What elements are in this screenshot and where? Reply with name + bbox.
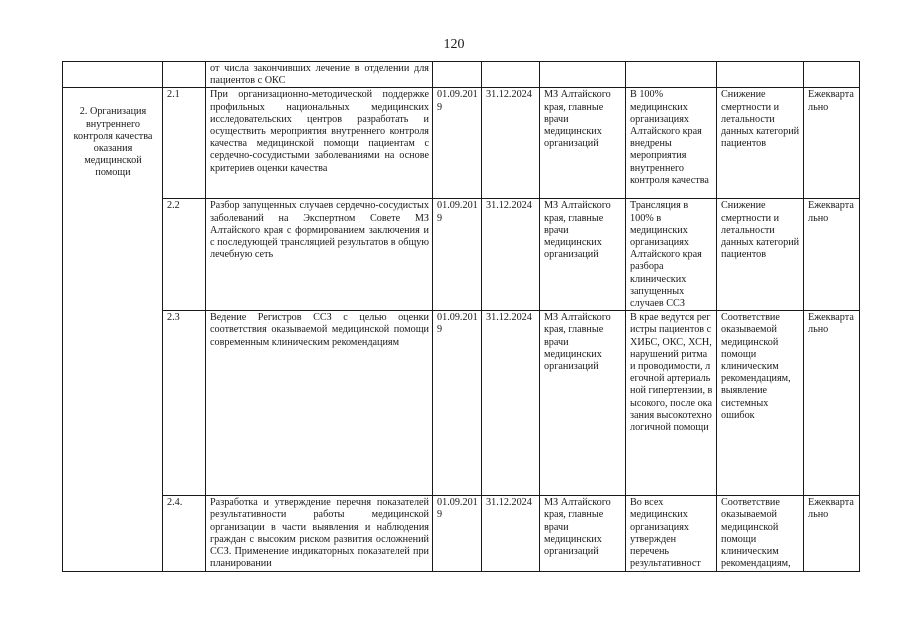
- table-row: [63, 496, 860, 572]
- start-date: 01.09.2019: [433, 199, 482, 311]
- end-date: 31.12.2024: [482, 496, 540, 572]
- num-cell-empty: [163, 62, 206, 88]
- frequency-cell: Ежеквартально: [804, 311, 860, 496]
- result-cell: В крае ведутся регистры пациентов с ХИБС, ОКС, ХСН, нарушений ритма и проводимости, легочной артериальной гипертензии, высокого, после оказания высокотехнологичной помощи: [626, 311, 717, 496]
- responsible-cell: МЗ Алтайского края, главные врачи медицинских организаций: [540, 311, 626, 496]
- row-number: 2.2: [163, 199, 206, 311]
- row-number: 2.1: [163, 88, 206, 199]
- activity-cell: Ведение Регистров ССЗ с целью оценки соответствия оказываемой медицинской помощи современным клиническим рекомендациям: [206, 311, 433, 496]
- section-title: 2. Организация внутреннего контроля качества оказания медицинской помощи: [63, 88, 163, 572]
- table-row-continued: [63, 62, 860, 88]
- page-number: 120: [443, 37, 465, 52]
- frequency-cell: Ежеквартально: [804, 496, 860, 572]
- responsible-cell: МЗ Алтайского края, главные врачи медицинских организаций: [540, 496, 626, 572]
- indicator-cell: Соответствие оказываемой медицинской помощи клиническим рекомендациям,: [717, 496, 804, 572]
- start-date: 01.09.2019: [433, 311, 482, 496]
- measures-table: [62, 61, 860, 572]
- indicator-cell: Соответствие оказываемой медицинской помощи клиническим рекомендациям, выявление системных ошибок: [717, 311, 804, 496]
- result-cell: Во всех медицинских организациях утвержден перечень результативност: [626, 496, 717, 572]
- result-cell: Трансляция в 100% в медицинских организациях Алтайского края разбора клинических запущенных случаев ССЗ: [626, 199, 717, 311]
- frequency-cell: Ежеквартально: [804, 199, 860, 311]
- result-cell: В 100% медицинских организациях Алтайского края внедрены мероприятия внутреннего контроля качества: [626, 88, 717, 199]
- row-number: 2.4.: [163, 496, 206, 572]
- responsible-cell: МЗ Алтайского края, главные врачи медицинских организаций: [540, 199, 626, 311]
- start-date: 01.09.2019: [433, 496, 482, 572]
- table-row: [63, 311, 860, 496]
- row-number: 2.3: [163, 311, 206, 496]
- table-row: [63, 88, 860, 199]
- end-date: 31.12.2024: [482, 199, 540, 311]
- activity-cell: Разбор запущенных случаев сердечно-сосудистых заболеваний на Экспертном Совете МЗ Алтайского края с формированием заключения и с последующей трансляцией результатов в общую лечебную сеть: [206, 199, 433, 311]
- end-date: 31.12.2024: [482, 88, 540, 199]
- frequency-cell: Ежеквартально: [804, 88, 860, 199]
- responsible-cell: МЗ Алтайского края, главные врачи медицинских организаций: [540, 88, 626, 199]
- start-date: 01.09.2019: [433, 88, 482, 199]
- end-date: 31.12.2024: [482, 311, 540, 496]
- indicator-cell: Снижение смертности и летальности данных категорий пациентов: [717, 199, 804, 311]
- activity-cell: Разработка и утверждение перечня показателей результативности работы медицинской организации в части выявления и наблюдения граждан с высоким риском развития осложнений ССЗ. Применение индикаторных показателей при планировании: [206, 496, 433, 572]
- indicator-cell: Снижение смертности и летальности данных категорий пациентов: [717, 88, 804, 199]
- table-row: [63, 199, 860, 311]
- section-cell-empty: [63, 62, 163, 88]
- activity-cell: При организационно-методической поддержке профильных национальных медицинских исследовательских центров разработать и осуществить мероприятия внутреннего контроля качества медицинской помощи пациентам с сердечно-сосудистыми заболеваниями на основе критериев оценки качества: [206, 88, 433, 199]
- activity-cell: от числа закончивших лечение в отделении для пациентов с ОКС: [206, 62, 433, 88]
